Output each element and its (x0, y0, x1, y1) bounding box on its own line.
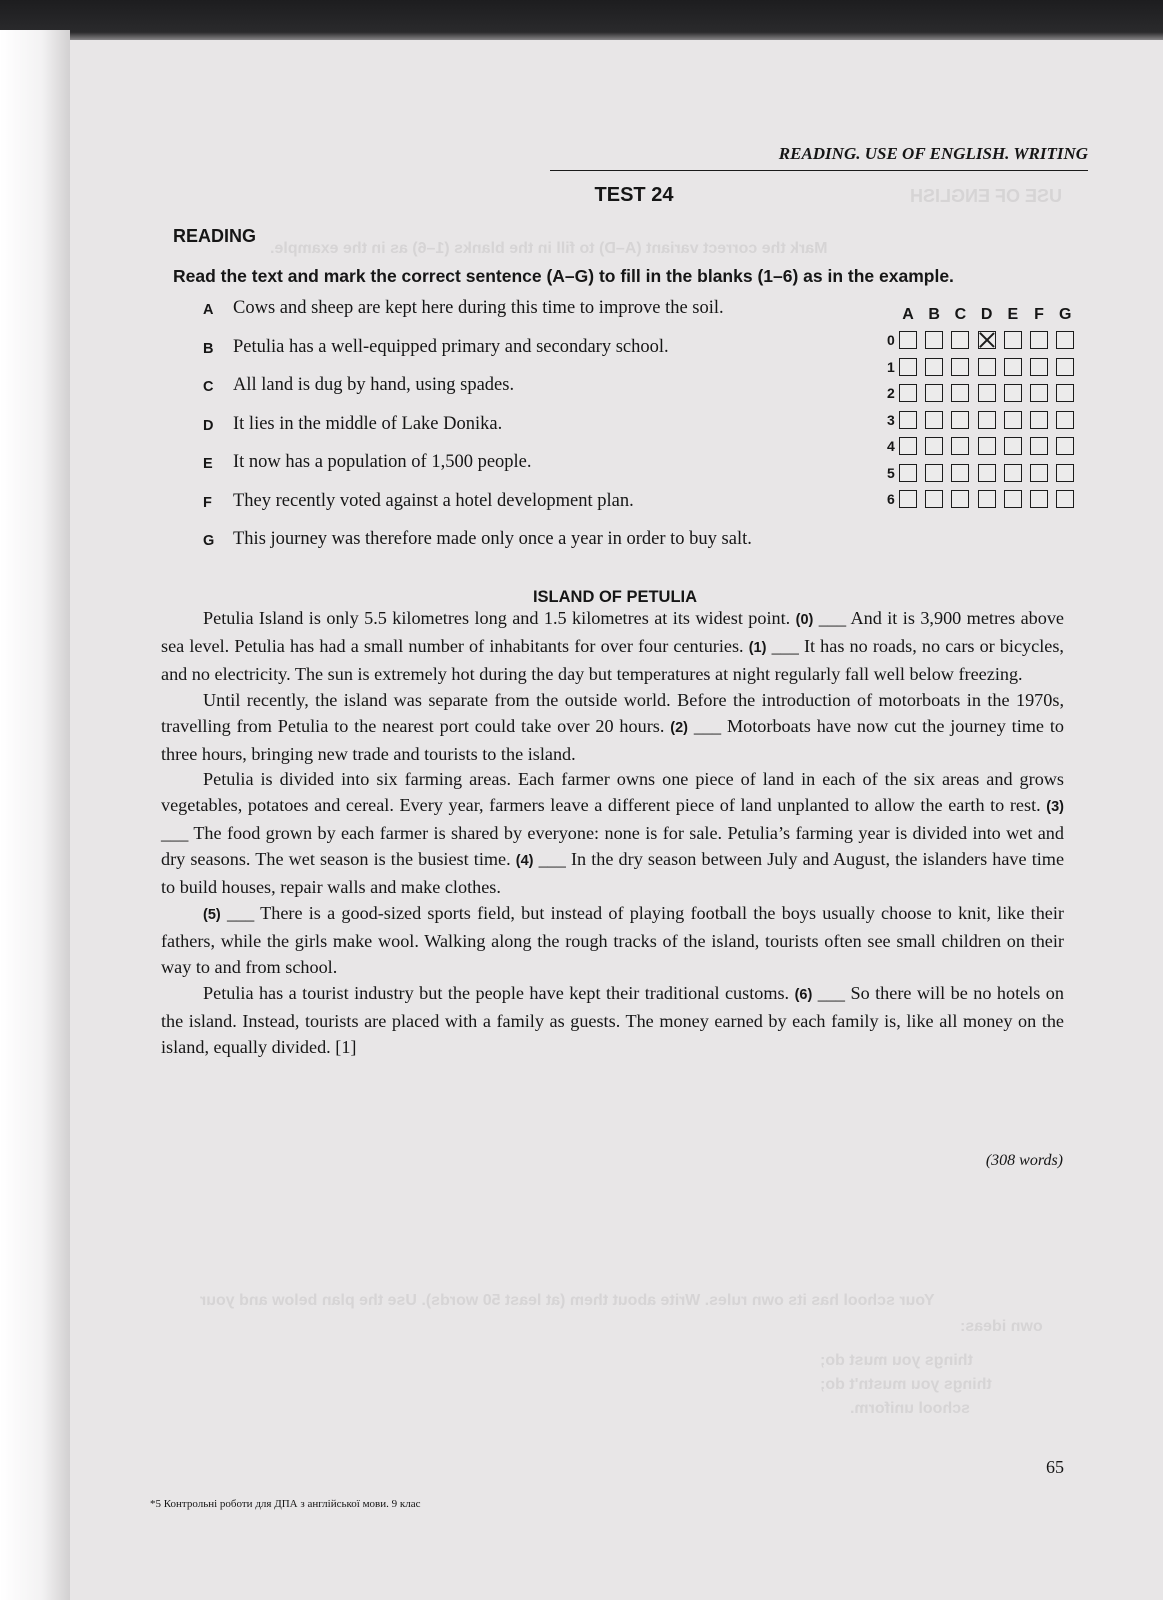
grid-column-d: D (980, 306, 993, 323)
grid-column-e: E (1007, 306, 1019, 323)
book-gutter (0, 30, 70, 1600)
grid-row-number: 4 (887, 438, 895, 454)
answer-checkbox-2-c[interactable] (951, 384, 969, 402)
grid-column-f: F (1034, 306, 1044, 323)
answer-checkbox-0-e[interactable] (1004, 331, 1022, 349)
grid-column-b: B (928, 306, 940, 323)
option-letter: A (203, 302, 214, 318)
option-g (203, 527, 903, 566)
option-letter: F (203, 494, 212, 511)
page-number: 65 (1046, 1457, 1064, 1477)
answer-checkbox-4-g[interactable] (1056, 437, 1074, 455)
answer-checkbox-2-b[interactable] (925, 384, 943, 402)
answer-checkbox-3-d[interactable] (978, 411, 996, 429)
gap-number: (5) (203, 906, 221, 923)
answer-checkbox-4-c[interactable] (951, 437, 969, 455)
grid-row-number: 2 (887, 385, 895, 401)
paragraph-text: Petulia has a tourist industry but the people have kept their traditional customs. (203, 982, 795, 1003)
grid-row-number: 3 (887, 411, 895, 428)
gap-number: (2) (670, 719, 688, 736)
running-head: READING. USE OF ENGLISH. WRITING (550, 144, 1088, 171)
option-text: It lies in the middle of Lake Donika. (233, 413, 503, 434)
option-f (203, 489, 903, 528)
article-paragraph (161, 688, 1064, 768)
answer-checkbox-4-e[interactable] (1004, 437, 1022, 455)
answer-checkbox-2-d[interactable] (978, 384, 996, 402)
option-letter: C (203, 379, 214, 395)
answer-checkbox-0-g[interactable] (1056, 331, 1074, 349)
paragraph-text: ___ There is a good-sized sports field, but instead of playing football the boys usually choose to knit, like their fathers, while the girls make wool. Walking along the rough tracks of the island, tourists often see small children on their way to and from school. (161, 902, 1064, 977)
grid-row-number: 5 (887, 464, 895, 481)
show-through-text: own ideas: (960, 1318, 1043, 1335)
answer-checkbox-5-g[interactable] (1056, 464, 1074, 482)
answer-checkbox-4-b[interactable] (925, 437, 943, 455)
article-body (161, 606, 1064, 1060)
article-title: ISLAND OF PETULIA (532, 588, 698, 606)
show-through-text: school uniform. (850, 1400, 970, 1417)
paragraph-text: ___ Motorboats have now cut the journey time to three hours, bringing new trade and tourists to the island. (161, 715, 1065, 764)
gap-number: (1) (748, 639, 767, 656)
option-text: It now has a population of 1,500 people. (233, 452, 532, 472)
show-through-text: things you must do; (820, 1352, 973, 1369)
paragraph-text: Petulia is divided into six farming areas. Each farmer owns one piece of land in each of the six areas and grows vegetables, potatoes and cereal. Every year, farmers leave a different piece of land unplanted to allow the earth to rest. (161, 769, 1064, 816)
article-paragraph (161, 901, 1064, 981)
paragraph-text: ___ In the dry season between July and August, the islanders have time to build houses, repair walls and make clothes. (161, 849, 1065, 898)
paragraph-text: Petulia Island is only 5.5 kilometres long and 1.5 kilometres at its widest point. (203, 608, 796, 628)
show-through-text: things you mustn't do; (820, 1376, 992, 1393)
answer-checkbox-2-a[interactable] (899, 384, 917, 402)
answer-checkbox-3-f[interactable] (1030, 411, 1048, 429)
answer-checkbox-0-a[interactable] (899, 331, 917, 349)
answer-checkbox-1-d[interactable] (978, 358, 996, 376)
answer-checkbox-4-d[interactable] (978, 437, 996, 455)
answer-checkbox-4-f[interactable] (1030, 437, 1048, 455)
answer-checkbox-6-a[interactable] (899, 490, 917, 508)
answer-checkbox-4-a[interactable] (899, 437, 917, 455)
answer-checkbox-2-g[interactable] (1056, 384, 1074, 402)
grid-column-g: G (1058, 306, 1072, 323)
show-through-text: Mark the correct variant (A–D) to fill in the blanks (1–6) as in the example. (270, 240, 828, 257)
grid-row-number: 0 (887, 332, 895, 348)
answer-checkbox-1-b[interactable] (925, 358, 943, 376)
answer-checkbox-3-a[interactable] (899, 411, 917, 429)
option-b (203, 335, 903, 374)
answer-checkbox-3-e[interactable] (1004, 411, 1022, 429)
answer-checkbox-3-g[interactable] (1056, 411, 1074, 429)
option-d (203, 412, 903, 451)
option-e (203, 450, 903, 489)
word-count: (308 words) (985, 1152, 1063, 1169)
answer-checkbox-3-b[interactable] (925, 411, 943, 429)
test-title: TEST 24 (594, 184, 674, 206)
option-letter: B (203, 340, 214, 357)
section-title: READING (173, 226, 257, 246)
gap-number: (0) (795, 612, 814, 628)
gap-number: (6) (794, 986, 813, 1003)
paragraph-text: ___ And it is 3,900 metres above sea level. Petulia has had a small number of inhabitants for over four centuries. (161, 608, 1064, 656)
grid-row-number: 1 (887, 358, 895, 375)
paragraph-text: ___ It has no roads, no cars or bicycles, and no electricity. The sun is extremely hot during the day but temperatures at night regularly fall well below freezing. (161, 635, 1064, 684)
answer-checkbox-6-b[interactable] (925, 490, 943, 508)
option-letter: E (203, 456, 213, 472)
answer-checkbox-1-f[interactable] (1030, 358, 1048, 376)
paragraph-text: ___ The food grown by each farmer is shared by everyone: none is for sale. Petulia’s farming year is divided into wet and dry seasons. The wet season is the busiest time. (161, 823, 1064, 870)
option-text: All land is dug by hand, using spades. (233, 375, 515, 395)
grid-column-a: A (902, 306, 914, 323)
show-through-text: Your school has its own rules. Write about them (at least 50 words). Use the plan below and your (200, 1292, 935, 1309)
gap-number: (3) (1046, 799, 1064, 816)
answer-checkbox-2-f[interactable] (1030, 384, 1048, 402)
answer-checkbox-6-c[interactable] (951, 490, 969, 508)
option-text: They recently voted against a hotel development plan. (233, 490, 634, 511)
sentence-options (203, 296, 903, 566)
paragraph-text: ___ So there will be no hotels on the island. Instead, tourists are placed with a family as guests. The money earned by each family is, like all money on the island, equally divided. [1] (161, 982, 1064, 1057)
answer-checkbox-5-d[interactable] (978, 464, 996, 482)
answer-checkbox-0-d[interactable] (978, 331, 996, 349)
answer-checkbox-5-b[interactable] (925, 464, 943, 482)
option-text: Petulia has a well-equipped primary and secondary school. (233, 336, 669, 357)
option-a (203, 296, 903, 335)
answer-checkbox-1-e[interactable] (1004, 358, 1022, 376)
answer-checkbox-3-c[interactable] (951, 411, 969, 429)
answer-checkbox-6-d[interactable] (978, 490, 996, 508)
answer-checkbox-1-a[interactable] (899, 358, 917, 376)
answer-checkbox-0-f[interactable] (1030, 331, 1048, 349)
article-paragraph (161, 981, 1064, 1061)
grid-row-number: 6 (887, 491, 895, 507)
grid-column-c: C (954, 306, 967, 323)
answer-checkbox-6-g[interactable] (1056, 490, 1074, 508)
task-instruction: Read the text and mark the correct sentence (A–G) to fill in the blanks (1–6) as in the example. (173, 266, 954, 286)
article-paragraph (161, 606, 1064, 688)
option-c (203, 373, 903, 412)
option-letter: G (203, 533, 215, 549)
answer-checkbox-6-e[interactable] (1004, 490, 1022, 508)
answer-checkbox-5-e[interactable] (1004, 464, 1022, 482)
answer-checkbox-1-c[interactable] (951, 358, 969, 376)
article-paragraph (161, 767, 1064, 901)
answer-checkbox-5-a[interactable] (899, 464, 917, 482)
show-through-text: USE OF ENGLISH (910, 186, 1063, 206)
answer-checkbox-5-c[interactable] (951, 464, 969, 482)
option-text: Cows and sheep are kept here during this time to improve the soil. (233, 298, 724, 318)
answer-checkbox-0-b[interactable] (925, 331, 943, 349)
gap-number: (4) (515, 853, 534, 870)
answer-checkbox-5-f[interactable] (1030, 464, 1048, 482)
answer-checkbox-1-g[interactable] (1056, 358, 1074, 376)
option-text: This journey was therefore made only once a year in order to buy salt. (233, 529, 752, 549)
footnote: *5 Контрольні роботи для ДПА з англійської мови. 9 клас (150, 1498, 421, 1510)
answer-checkbox-2-e[interactable] (1004, 384, 1022, 402)
paragraph-text: Until recently, the island was separate from the outside world. Before the introduction of motorboats in the 1970s, travelling from Petulia to the nearest port could take over 20 hours. (161, 689, 1064, 736)
option-letter: D (203, 417, 214, 434)
answer-checkbox-6-f[interactable] (1030, 490, 1048, 508)
answer-checkbox-0-c[interactable] (951, 331, 969, 349)
